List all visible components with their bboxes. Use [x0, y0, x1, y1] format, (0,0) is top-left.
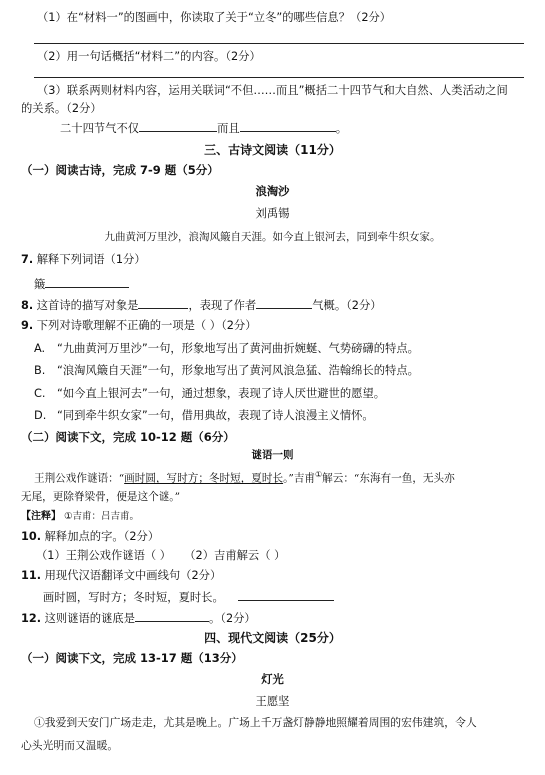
- poem-author: 刘禹锡: [255, 207, 290, 220]
- question-text-middle: ，表现了作者: [188, 299, 257, 312]
- question-number: 11.: [21, 569, 42, 582]
- section-4-title: 四、现代文阅读（25分）: [204, 631, 341, 645]
- question-9: [21, 318, 257, 334]
- question-3-line-1: （3）联系两则材料内容，运用关联词“不但……而且”概括二十四节气和大自然、人类活动之间: [37, 84, 508, 97]
- question-3-line-2: 的关系。（2分）: [21, 102, 102, 115]
- option-a: [34, 341, 419, 357]
- option-letter: B.: [34, 364, 46, 377]
- question-10-items: [36, 548, 285, 564]
- question-text: 解释下列词语（1分）: [36, 253, 146, 266]
- option-b: [34, 363, 419, 379]
- question-11: [21, 568, 221, 584]
- note-text: ①吉甫：吕吉甫。: [64, 511, 140, 522]
- question-12: [21, 609, 256, 627]
- option-d: [34, 408, 374, 424]
- question-number: 10.: [21, 530, 42, 543]
- option-letter: D.: [34, 409, 47, 422]
- question-10-item-2: （2）吉甫解云（ ）: [184, 549, 286, 562]
- article-title: 灯光: [261, 672, 284, 686]
- passage-text: 。”吉甫: [283, 472, 315, 485]
- answer-line-1: [34, 43, 524, 44]
- question-number: 12.: [21, 612, 42, 625]
- answer-blank: [45, 275, 129, 288]
- sentence-to-translate: 画时圆，写时方；冬时短，夏时长。: [43, 591, 224, 604]
- question-text: 用现代汉语翻译文中画线句（2分）: [44, 569, 222, 582]
- note-label: 【注释】: [21, 511, 61, 522]
- question-number: 9.: [21, 319, 34, 332]
- answer-blank: [240, 119, 336, 132]
- option-letter: A.: [34, 342, 46, 355]
- option-text: “九曲黄河万里沙”一句，形象地写出了黄河曲折婉蜒、气势磅礴的特点。: [57, 342, 419, 355]
- question-text-end: 气概。（2分）: [312, 299, 382, 312]
- answer-blank: [139, 119, 217, 132]
- poem-title: 浪淘沙: [255, 184, 290, 198]
- riddle-passage-line-2: 无尾，更除脊梁骨，便是这个谜。”: [21, 491, 181, 503]
- question-text: 解释加点的字。（2分）: [44, 530, 160, 543]
- question-1: （1）在“材料一”的图画中，你读取了关于“立冬”的哪些信息？（2分）: [37, 11, 392, 24]
- passage-text: 解云：“东海有一鱼，无头亦: [322, 472, 455, 485]
- question-7: [21, 252, 146, 268]
- question-text-end: 。（2分）: [209, 612, 256, 625]
- poem-text: 九曲黄河万里沙，浪淘风簸自天涯。如今直上银河去，同到牵牛织女家。: [104, 231, 441, 243]
- answer-blank: [135, 609, 209, 622]
- note-mark: ①: [314, 470, 323, 479]
- question-8: [21, 296, 382, 314]
- answer-line-2: [34, 77, 524, 78]
- answer-blank: [238, 588, 334, 601]
- question-text-before: 这首诗的描写对象是: [36, 299, 139, 312]
- underlined-sentence: 画时圆，写时方；冬时短，夏时长: [124, 472, 284, 485]
- word-to-explain: 簸: [34, 278, 46, 291]
- question-number: 8.: [21, 299, 34, 312]
- question-3-fill-sentence: [60, 119, 347, 137]
- option-text: “浪淘风簸自天涯”一句，形象地写出了黄河风浪急猛、浩翰绵长的特点。: [57, 364, 419, 377]
- option-c: [34, 386, 385, 402]
- article-paragraph-1-line-1: ①我爱到天安门广场走走，尤其是晚上。广场上千万盏灯静静地照耀着周围的宏伟建筑，令人: [34, 716, 477, 729]
- section-3-part-1-heading: （一）阅读古诗，完成 7-9 题（5分）: [21, 163, 219, 177]
- question-text-before: 这则谜语的谜底是: [44, 612, 135, 625]
- answer-blank: [138, 296, 188, 309]
- answer-blank: [256, 296, 312, 309]
- section-3-part-2-heading: （二）阅读下文，完成 10-12 题（6分）: [21, 430, 235, 444]
- riddle-title: 谜语一则: [251, 449, 294, 461]
- riddle-note: [21, 509, 139, 525]
- section-4-part-1-heading: （一）阅读下文，完成 13-17 题（13分）: [21, 651, 243, 665]
- question-10: [21, 529, 159, 545]
- passage-text: 王荆公戏作谜语：“: [34, 472, 125, 485]
- fill-middle: 而且: [217, 122, 240, 135]
- section-3-title: 三、古诗文阅读（11分）: [204, 143, 341, 157]
- question-11-sentence-line: [43, 588, 334, 606]
- question-number: 7.: [21, 253, 34, 266]
- question-7-answer: [34, 275, 129, 293]
- question-10-item-1: （1）王荆公戏作谜语（ ）: [36, 549, 172, 562]
- article-author: 王愿坚: [255, 695, 290, 708]
- option-text: “同到牵牛织女家”一句，借用典故，表现了诗人浪漫主义情怀。: [57, 409, 374, 422]
- question-2: （2）用一句话概括“材料二”的内容。（2分）: [37, 50, 261, 63]
- riddle-passage-line-1: [34, 467, 455, 487]
- fill-before: 二十四节气不仅: [60, 122, 140, 135]
- option-text: “如今直上银河去”一句，通过想象，表现了诗人厌世避世的愿望。: [57, 387, 386, 400]
- option-letter: C.: [34, 387, 46, 400]
- fill-end: 。: [335, 122, 348, 135]
- article-paragraph-1-line-2: 心头光明而又温暖。: [21, 739, 119, 752]
- question-text: 下列对诗歌理解不正确的一项是（ ）（2分）: [36, 319, 257, 332]
